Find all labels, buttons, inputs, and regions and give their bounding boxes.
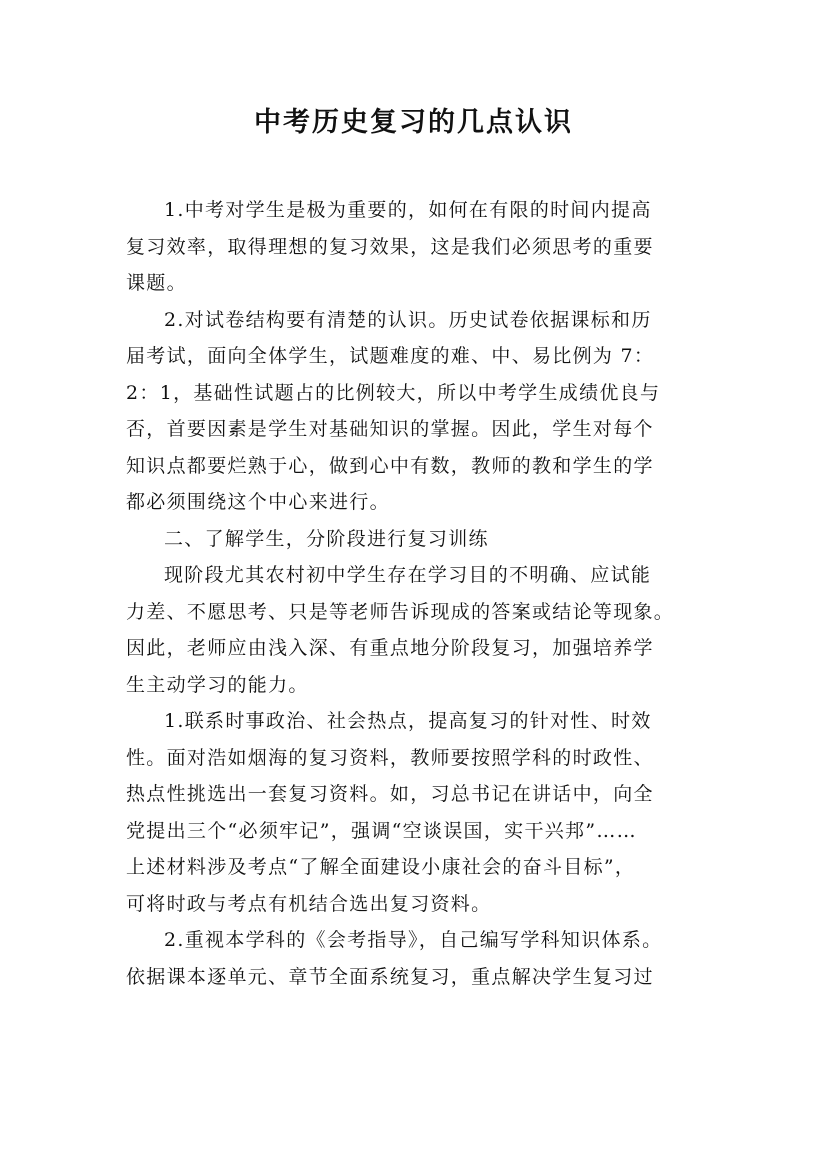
- text-line: 届考试，面向全体学生，试题难度的难、中、易比例为 7：: [126, 345, 655, 367]
- text-line: 课题。: [126, 272, 187, 294]
- text-line: 依据课本逐单元、章节全面系统复习，重点解决学生复习过: [126, 965, 654, 988]
- text-line: 力差、不愿思考、只是等老师告诉现成的答案或结论等现象。: [126, 600, 675, 623]
- document-body: [126, 192, 704, 995]
- document-title: 中考历史复习的几点认识: [254, 107, 573, 138]
- text-line: 生主动学习的能力。: [126, 673, 309, 696]
- text-line: 复习效率，取得理想的复习效果，这是我们必须思考的重要: [126, 235, 654, 258]
- text-line: 否，首要因素是学生对基础知识的掌握。因此，学生对每个: [126, 418, 654, 440]
- text-line: 知识点都要烂熟于心，做到心中有数，教师的教和学生的学: [126, 454, 654, 477]
- text-line: 性。面对浩如烟海的复习资料，教师要按照学科的时政性、: [126, 746, 654, 769]
- text-line: 现阶段尤其农村初中学生存在学习目的不明确、应试能: [164, 564, 652, 586]
- text-line: 党提出三个“必须牢记”，强调“空谈误国，实干兴邦”……: [126, 819, 637, 842]
- text-line: 因此，老师应由浅入深、有重点地分阶段复习，加强培养学: [126, 637, 654, 659]
- text-line: 2.重视本学科的《会考指导》，自己编写学科知识体系。: [164, 929, 663, 951]
- text-line: 1.中考对学生是极为重要的，如何在有限的时间内提高: [164, 199, 652, 221]
- text-line: 可将时政与考点有机结合选出复习资料。: [126, 892, 492, 915]
- text-line: 都必须围绕这个中心来进行。: [126, 491, 390, 513]
- text-line: 二、了解学生，分阶段进行复习训练: [164, 527, 489, 550]
- text-line: 热点性挑选出一套复习资料。如，习总书记在讲话中，向全: [126, 783, 654, 805]
- text-line: 上述材料涉及考点“了解全面建设小康社会的奋斗目标”，: [126, 856, 636, 878]
- text-line: 2：1，基础性试题占的比例较大，所以中考学生成绩优良与: [126, 381, 661, 404]
- text-line: 2.对试卷结构要有清楚的认识。历史试卷依据课标和历: [164, 308, 652, 331]
- text-line: 1.联系时事政治、社会热点，提高复习的针对性、时效: [164, 710, 652, 732]
